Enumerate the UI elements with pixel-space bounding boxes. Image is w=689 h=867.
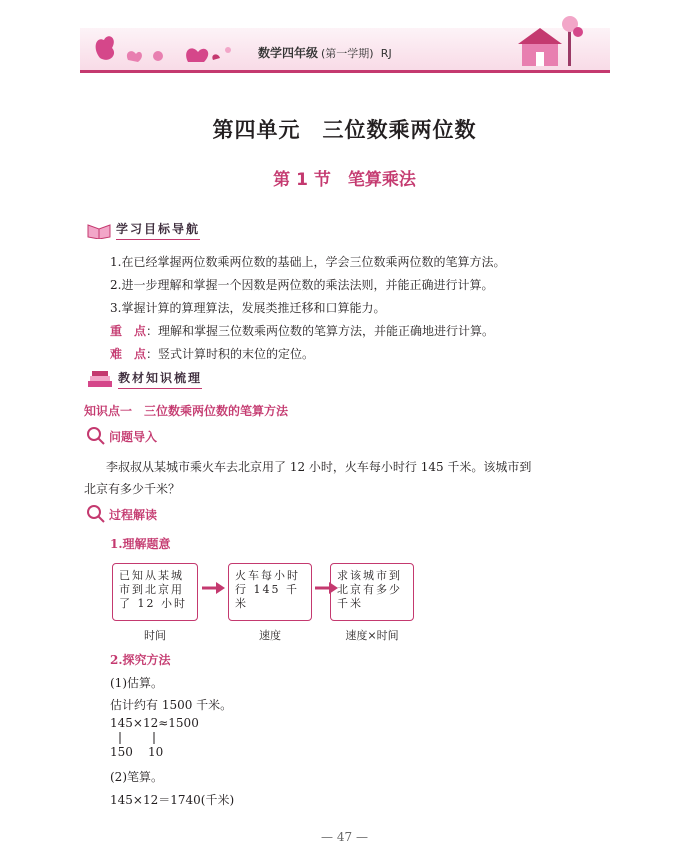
question-head-label: 问题导入: [109, 429, 158, 444]
calc-equation: 145×12＝1740(千米): [110, 793, 235, 807]
knowledge-badge-label: 教材知识梳理: [118, 369, 202, 389]
key-point: [110, 322, 494, 339]
difficult-point: [110, 345, 314, 362]
process-head-label: 过程解读: [109, 507, 158, 522]
goal-item: 3.掌握计算的算理算法，发展类推迁移和口算能力。: [110, 301, 386, 315]
goal-item: 2.进一步理解和掌握一个因数是两位数的乘法法则，并能正确进行计算。: [110, 278, 494, 292]
flow-box-speed: 火车每小时行 145 千米: [228, 563, 312, 621]
flow-box-goal: 求该城市到北京有多少千米: [330, 563, 414, 621]
magnifier-icon: [86, 504, 106, 524]
book-title: 数学四年级: [258, 46, 319, 60]
page-number: — 47 —: [321, 830, 368, 844]
flow-box-time: 已知从某城市到北京用了 12 小时: [112, 563, 198, 621]
book-term: (第一学期): [321, 47, 374, 60]
book-edition: RJ: [380, 47, 392, 60]
flow-label-formula: 速度×时间: [345, 629, 399, 642]
open-book-icon: [86, 221, 112, 239]
method-written: (2)笔算。: [110, 770, 163, 784]
section-title: 第 1 节 笔算乘法: [273, 170, 416, 190]
goals-badge: [86, 220, 200, 240]
method-estimate: (1)估算。: [110, 676, 163, 690]
difficult-point-label: 难 点: [110, 347, 147, 361]
difficult-point-text: ：竖式计算时积的末位的定位。: [146, 347, 315, 361]
goals-badge-label: 学习目标导航: [116, 220, 200, 240]
estimate-rounded-b: 10: [148, 745, 164, 759]
question-head: [86, 426, 157, 446]
flower-decoration-icon: [88, 30, 238, 70]
estimate-ticks-icon: [112, 731, 162, 745]
key-point-label: 重 点: [110, 324, 147, 338]
estimate-rounded-a: 150: [110, 745, 133, 759]
flow-label-time: 时间: [144, 629, 166, 642]
estimate-text: 估计约有 1500 千米。: [110, 698, 233, 712]
estimate-equation: 145×12≈1500: [110, 716, 199, 730]
question-text: 北京有多少千米？: [84, 482, 181, 496]
key-point-text: ：理解和掌握三位数乘两位数的笔算方法，并能正确地进行计算。: [146, 324, 495, 338]
knowledge-point-title: 知识点一 三位数乘两位数的笔算方法: [84, 404, 289, 418]
house-decoration-icon: [512, 14, 592, 70]
process-head: [86, 504, 157, 524]
unit-title: 第四单元 三位数乘两位数: [212, 117, 477, 142]
question-text: 李叔叔从某城市乘火车去北京用了 12 小时，火车每小时行 145 千米。该城市到: [106, 460, 532, 474]
step-explore: 2.探究方法: [110, 653, 171, 667]
header-title: [258, 44, 392, 61]
goal-item: 1.在已经掌握两位数乘两位数的基础上，学会三位数乘两位数的笔算方法。: [110, 255, 506, 269]
stacked-books-icon: [86, 370, 114, 388]
step-understand: 1.理解题意: [110, 537, 171, 551]
arrow-right-icon: [200, 580, 226, 596]
magnifier-icon: [86, 426, 106, 446]
knowledge-badge: [86, 369, 202, 389]
flow-label-speed: 速度: [259, 629, 281, 642]
